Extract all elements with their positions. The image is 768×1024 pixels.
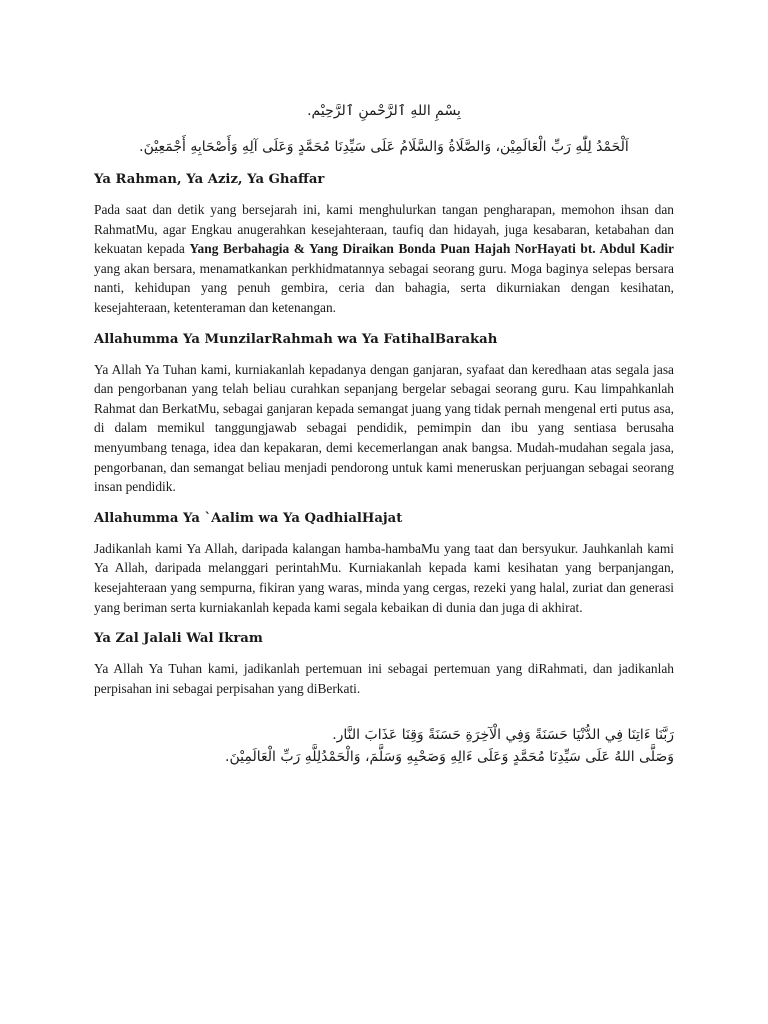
section-paragraph: Ya Allah Ya Tuhan kami, kurniakanlah kepadanya dengan ganjaran, syafaat dan keredhaan atas segala jasa dan pengorbanan yang telah beliau curahkan sepanjang bergelar sebagai seorang guru. Kau limpahkanlah Rahmat dan BerkatMu, sebagai ganjaran kepada semangat juang yang tidak pernah mengenal erti putus asa, di dalam memikul tanggungjawab sebagai pendidik, pemimpin dan ibu yang sentiasa berusaha menyumbang tenaga, idea dan kepakaran, demi kecemerlangan anak bangsa. Mudah-mudahan segala jasa, pengorbanan, dan semangat beliau menjadi pendorong untuk kami meneruskan perjuangan sebagai seorang insan pendidik. [94, 361, 674, 495]
opening-dua: اَلْحَمْدُ لِلّٰهِ رَبِّ الْعَالَمِيْن، وَالصَّلَاةُ وَالسَّلَامُ عَلَى سَيِّدِنَا مُحَمَّدٍ وَعَلَى آلِهِ وَأَصْحَابِهِ أَجْمَعِيْنَ. [139, 139, 629, 155]
section-munzilar-rahmah [94, 330, 674, 497]
paragraph-text: Pada saat dan detik yang bersejarah ini, kami menghulurkan tangan pengharapan, memohon ihsan dan RahmatMu, agar Engkau anugerahkan kesejahteraan, taufiq dan hidayah, juga kesabaran, ketabahan dan kekuatan kepada [94, 202, 674, 257]
paragraph-text: yang akan bersara, menamatkankan perkhidmatannya sebagai seorang guru. Moga baginya selepas bersara nanti, kehidupan yang penuh gembira, ceria dan bahagia, serta dikurniakan dengan kesihatan, kesejahteraan, ketenteraman dan ketenangan. [94, 260, 674, 315]
section-heading: Allahumma Ya MunzilarRahmah wa Ya FatihalBarakah [94, 331, 498, 347]
section-paragraph [94, 200, 674, 318]
closing-dua-line: رَبَّنَا ءَاتِنَا فِي الدُّنْيَا حَسَنَةً وَفِي الْآخِرَةِ حَسَنَةً وَقِنَا عَذَابَ النَّار. [332, 727, 674, 744]
section-paragraph: Jadikanlah kami Ya Allah, daripada kalangan hamba-hambaMu yang taat dan bersyukur. Jauhkanlah kami Ya Allah, daripada melanggari perintahMu. Kurniakanlah kepada kami kesihatan yang berpanjangan, kesejahteraan yang sempurna, fikiran yang waras, minda yang cergas, rezeki yang halal, zuriat dan generasi yang beriman serta kurniakanlah kepada kami segala kebaikan di dunia dan juga di akhirat. [94, 540, 674, 615]
section-zal-jalali [94, 629, 674, 698]
section-heading: Ya Rahman, Ya Aziz, Ya Ghaffar [94, 172, 325, 187]
bismillah: بِسْمِ اللهِ ٱلرَّحْمنِ ٱلرَّحِيْم. [307, 103, 461, 119]
closing-dua [94, 724, 674, 768]
section-heading: Allahumma Ya `Aalim wa Ya QadhialHajat [94, 510, 403, 526]
section-aalim [94, 509, 674, 617]
section-ya-rahman [94, 170, 674, 318]
honoree-name: Yang Berbahagia & Yang Diraikan Bonda Puan Hajah NorHayati bt. Abdul Kadir [189, 241, 674, 257]
section-heading: Ya Zal Jalali Wal Ikram [94, 631, 263, 647]
closing-dua-line: وَصَلَّى اللهُ عَلَى سَيِّدِنَا مُحَمَّدٍ وَعَلَى ءَالِهِ وَصَحْبِهِ وَسَلَّمَ، وَالْحَمْدُلِلَّهِ رَبِّ الْعَالَمِيْنَ. [225, 749, 674, 766]
section-paragraph: Ya Allah Ya Tuhan kami, jadikanlah pertemuan ini sebagai pertemuan yang diRahmati, dan jadikanlah perpisahan ini sebagai perpisahan yang diBerkati. [94, 661, 674, 696]
